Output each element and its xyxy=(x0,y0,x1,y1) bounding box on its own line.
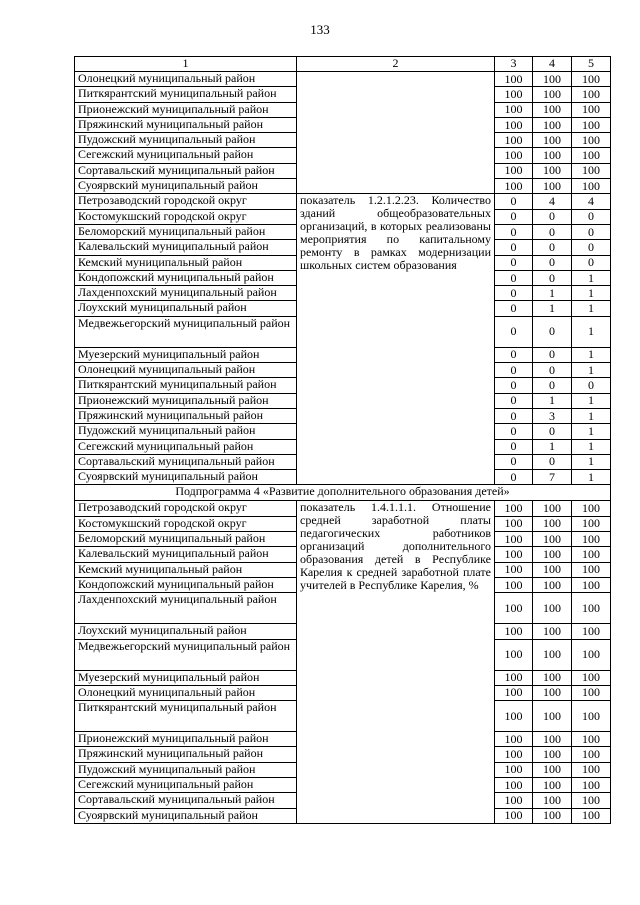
header-col-2: 2 xyxy=(297,57,495,72)
value-col-5: 100 xyxy=(572,148,611,163)
value-col-4: 100 xyxy=(533,148,572,163)
value-col-3: 100 xyxy=(495,777,533,792)
value-col-5: 100 xyxy=(572,562,611,577)
value-col-3: 0 xyxy=(495,224,533,239)
value-col-5: 1 xyxy=(572,316,611,347)
value-col-4: 100 xyxy=(533,532,572,547)
value-col-4: 100 xyxy=(533,102,572,117)
value-col-3: 100 xyxy=(495,593,533,624)
value-col-4: 4 xyxy=(533,194,572,209)
district-cell: Кондопожский муниципальный район xyxy=(75,270,297,285)
header-col-1: 1 xyxy=(75,57,297,72)
value-col-3: 100 xyxy=(495,148,533,163)
value-col-3: 0 xyxy=(495,454,533,469)
indicator-cell: показатель 1.4.1.1.1. Отношение средней заработной платы педагогических работников организаций дополнительного образования детей в Республике Карелия к средней заработной плате учителей в Республике Карелия, % xyxy=(297,501,495,823)
value-col-4: 3 xyxy=(533,408,572,423)
table-body xyxy=(75,57,611,824)
value-col-3: 100 xyxy=(495,670,533,685)
district-cell: Прионежский муниципальный район xyxy=(75,393,297,408)
district-cell: Суоярвский муниципальный район xyxy=(75,470,297,485)
value-col-4: 0 xyxy=(533,224,572,239)
value-col-3: 100 xyxy=(495,747,533,762)
value-col-4: 100 xyxy=(533,762,572,777)
value-col-4: 100 xyxy=(533,133,572,148)
value-col-3: 100 xyxy=(495,163,533,178)
value-col-5: 4 xyxy=(572,194,611,209)
value-col-5: 1 xyxy=(572,301,611,316)
header-col-5: 5 xyxy=(572,57,611,72)
value-col-3: 100 xyxy=(495,685,533,700)
value-col-3: 100 xyxy=(495,501,533,516)
value-col-3: 100 xyxy=(495,624,533,639)
value-col-4: 0 xyxy=(533,424,572,439)
value-col-4: 100 xyxy=(533,732,572,747)
district-cell: Суоярвский муниципальный район xyxy=(75,808,297,823)
value-col-5: 1 xyxy=(572,439,611,454)
value-col-3: 100 xyxy=(495,701,533,732)
district-cell: Лахденпохский муниципальный район xyxy=(75,286,297,301)
value-col-5: 100 xyxy=(572,72,611,87)
district-cell: Медвежьегорский муниципальный район xyxy=(75,639,297,670)
table-row xyxy=(75,501,611,516)
district-cell: Лоухский муниципальный район xyxy=(75,624,297,639)
value-col-3: 100 xyxy=(495,793,533,808)
district-cell: Сортавальский муниципальный район xyxy=(75,163,297,178)
indicator-cell: показатель 1.2.1.2.23. Количество зданий общеобразовательных организаций, в которых реализованы мероприятия по капитальному ремонту в рамках модернизации школьных систем образования xyxy=(297,194,495,485)
value-col-4: 100 xyxy=(533,624,572,639)
value-col-4: 0 xyxy=(533,347,572,362)
value-col-3: 100 xyxy=(495,117,533,132)
value-col-5: 100 xyxy=(572,547,611,562)
value-col-3: 0 xyxy=(495,393,533,408)
value-col-5: 0 xyxy=(572,240,611,255)
value-col-5: 100 xyxy=(572,593,611,624)
value-col-3: 100 xyxy=(495,577,533,592)
value-col-4: 0 xyxy=(533,209,572,224)
district-cell: Суоярвский муниципальный район xyxy=(75,179,297,194)
district-cell: Питкярантский муниципальный район xyxy=(75,378,297,393)
value-col-4: 7 xyxy=(533,470,572,485)
district-cell: Пудожский муниципальный район xyxy=(75,424,297,439)
value-col-3: 100 xyxy=(495,762,533,777)
district-cell: Пудожский муниципальный район xyxy=(75,762,297,777)
value-col-3: 0 xyxy=(495,363,533,378)
subprogram-row xyxy=(75,485,611,501)
value-col-3: 0 xyxy=(495,301,533,316)
value-col-4: 100 xyxy=(533,501,572,516)
value-col-5: 100 xyxy=(572,685,611,700)
value-col-5: 100 xyxy=(572,701,611,732)
district-cell: Сортавальский муниципальный район xyxy=(75,793,297,808)
district-cell: Костомукшский городской округ xyxy=(75,516,297,531)
value-col-3: 0 xyxy=(495,240,533,255)
district-cell: Калевальский муниципальный район xyxy=(75,547,297,562)
value-col-4: 1 xyxy=(533,439,572,454)
page-number: 133 xyxy=(310,22,330,37)
value-col-3: 0 xyxy=(495,347,533,362)
value-col-4: 0 xyxy=(533,363,572,378)
value-col-3: 100 xyxy=(495,133,533,148)
value-col-5: 1 xyxy=(572,470,611,485)
value-col-5: 0 xyxy=(572,378,611,393)
value-col-4: 100 xyxy=(533,685,572,700)
value-col-4: 0 xyxy=(533,454,572,469)
table-row xyxy=(75,194,611,209)
value-col-4: 100 xyxy=(533,72,572,87)
district-cell: Калевальский муниципальный район xyxy=(75,240,297,255)
header-col-3: 3 xyxy=(495,57,533,72)
value-col-4: 100 xyxy=(533,87,572,102)
value-col-5: 100 xyxy=(572,639,611,670)
value-col-3: 100 xyxy=(495,732,533,747)
value-col-3: 0 xyxy=(495,378,533,393)
table-row xyxy=(75,72,611,87)
district-cell: Костомукшский городской округ xyxy=(75,209,297,224)
value-col-5: 100 xyxy=(572,777,611,792)
value-col-3: 100 xyxy=(495,179,533,194)
district-cell: Кондопожский муниципальный район xyxy=(75,577,297,592)
district-cell: Беломорский муниципальный район xyxy=(75,532,297,547)
value-col-4: 0 xyxy=(533,240,572,255)
value-col-4: 100 xyxy=(533,516,572,531)
value-col-4: 100 xyxy=(533,179,572,194)
value-col-5: 100 xyxy=(572,179,611,194)
district-cell: Питкярантский муниципальный район xyxy=(75,87,297,102)
value-col-5: 0 xyxy=(572,224,611,239)
district-cell: Петрозаводский городской округ xyxy=(75,501,297,516)
value-col-5: 100 xyxy=(572,501,611,516)
district-cell: Сегежский муниципальный район xyxy=(75,439,297,454)
header-col-4: 4 xyxy=(533,57,572,72)
value-col-4: 100 xyxy=(533,670,572,685)
district-cell: Муезерский муниципальный район xyxy=(75,670,297,685)
value-col-3: 0 xyxy=(495,316,533,347)
district-cell: Муезерский муниципальный район xyxy=(75,347,297,362)
value-col-5: 1 xyxy=(572,408,611,423)
district-cell: Кемский муниципальный район xyxy=(75,255,297,270)
district-cell: Прионежский муниципальный район xyxy=(75,732,297,747)
subprogram-title: Подпрограмма 4 «Развитие дополнительного образования детей» xyxy=(75,485,611,501)
value-col-5: 100 xyxy=(572,747,611,762)
district-cell: Петрозаводский городской округ xyxy=(75,194,297,209)
header-row xyxy=(75,57,611,72)
value-col-5: 100 xyxy=(572,516,611,531)
value-col-5: 1 xyxy=(572,393,611,408)
value-col-3: 0 xyxy=(495,255,533,270)
value-col-5: 1 xyxy=(572,454,611,469)
district-cell: Олонецкий муниципальный район xyxy=(75,72,297,87)
district-cell: Прионежский муниципальный район xyxy=(75,102,297,117)
value-col-4: 100 xyxy=(533,593,572,624)
value-col-4: 100 xyxy=(533,747,572,762)
district-cell: Сегежский муниципальный район xyxy=(75,777,297,792)
value-col-5: 100 xyxy=(572,133,611,148)
value-col-3: 100 xyxy=(495,87,533,102)
value-col-5: 1 xyxy=(572,347,611,362)
district-cell: Пудожский муниципальный район xyxy=(75,133,297,148)
value-col-4: 100 xyxy=(533,163,572,178)
value-col-4: 100 xyxy=(533,639,572,670)
value-col-4: 100 xyxy=(533,562,572,577)
value-col-5: 0 xyxy=(572,209,611,224)
value-col-5: 100 xyxy=(572,577,611,592)
value-col-5: 100 xyxy=(572,624,611,639)
value-col-3: 0 xyxy=(495,439,533,454)
value-col-4: 100 xyxy=(533,793,572,808)
district-cell: Лоухский муниципальный район xyxy=(75,301,297,316)
value-col-3: 0 xyxy=(495,424,533,439)
value-col-4: 100 xyxy=(533,808,572,823)
district-cell: Лахденпохский муниципальный район xyxy=(75,593,297,624)
value-col-4: 100 xyxy=(533,701,572,732)
value-col-3: 0 xyxy=(495,470,533,485)
district-cell: Питкярантский муниципальный район xyxy=(75,701,297,732)
value-col-5: 100 xyxy=(572,102,611,117)
value-col-3: 100 xyxy=(495,562,533,577)
district-cell: Сегежский муниципальный район xyxy=(75,148,297,163)
value-col-3: 0 xyxy=(495,194,533,209)
value-col-3: 0 xyxy=(495,209,533,224)
value-col-4: 0 xyxy=(533,378,572,393)
value-col-5: 100 xyxy=(572,87,611,102)
value-col-4: 100 xyxy=(533,577,572,592)
value-col-5: 100 xyxy=(572,117,611,132)
value-col-3: 100 xyxy=(495,516,533,531)
indicators-table xyxy=(74,56,611,824)
value-col-4: 100 xyxy=(533,547,572,562)
value-col-5: 1 xyxy=(572,270,611,285)
value-col-4: 1 xyxy=(533,301,572,316)
value-col-5: 100 xyxy=(572,762,611,777)
value-col-3: 100 xyxy=(495,102,533,117)
district-cell: Кемский муниципальный район xyxy=(75,562,297,577)
district-cell: Олонецкий муниципальный район xyxy=(75,685,297,700)
value-col-3: 100 xyxy=(495,639,533,670)
value-col-4: 1 xyxy=(533,286,572,301)
value-col-4: 0 xyxy=(533,316,572,347)
district-cell: Беломорский муниципальный район xyxy=(75,224,297,239)
value-col-4: 1 xyxy=(533,393,572,408)
value-col-5: 100 xyxy=(572,532,611,547)
district-cell: Сортавальский муниципальный район xyxy=(75,454,297,469)
district-cell: Пряжинский муниципальный район xyxy=(75,747,297,762)
value-col-3: 100 xyxy=(495,547,533,562)
value-col-5: 100 xyxy=(572,793,611,808)
district-cell: Пряжинский муниципальный район xyxy=(75,117,297,132)
value-col-3: 100 xyxy=(495,72,533,87)
district-cell: Пряжинский муниципальный район xyxy=(75,408,297,423)
value-col-3: 100 xyxy=(495,532,533,547)
value-col-5: 1 xyxy=(572,424,611,439)
value-col-5: 100 xyxy=(572,163,611,178)
value-col-5: 100 xyxy=(572,808,611,823)
value-col-4: 100 xyxy=(533,777,572,792)
value-col-3: 100 xyxy=(495,808,533,823)
district-cell: Медвежьегорский муниципальный район xyxy=(75,316,297,347)
value-col-5: 1 xyxy=(572,286,611,301)
value-col-5: 0 xyxy=(572,255,611,270)
value-col-3: 0 xyxy=(495,270,533,285)
value-col-3: 0 xyxy=(495,286,533,301)
value-col-4: 100 xyxy=(533,117,572,132)
indicator-cell-empty xyxy=(297,72,495,194)
value-col-5: 1 xyxy=(572,363,611,378)
value-col-4: 0 xyxy=(533,270,572,285)
value-col-5: 100 xyxy=(572,732,611,747)
district-cell: Олонецкий муниципальный район xyxy=(75,363,297,378)
value-col-3: 0 xyxy=(495,408,533,423)
value-col-4: 0 xyxy=(533,255,572,270)
value-col-5: 100 xyxy=(572,670,611,685)
